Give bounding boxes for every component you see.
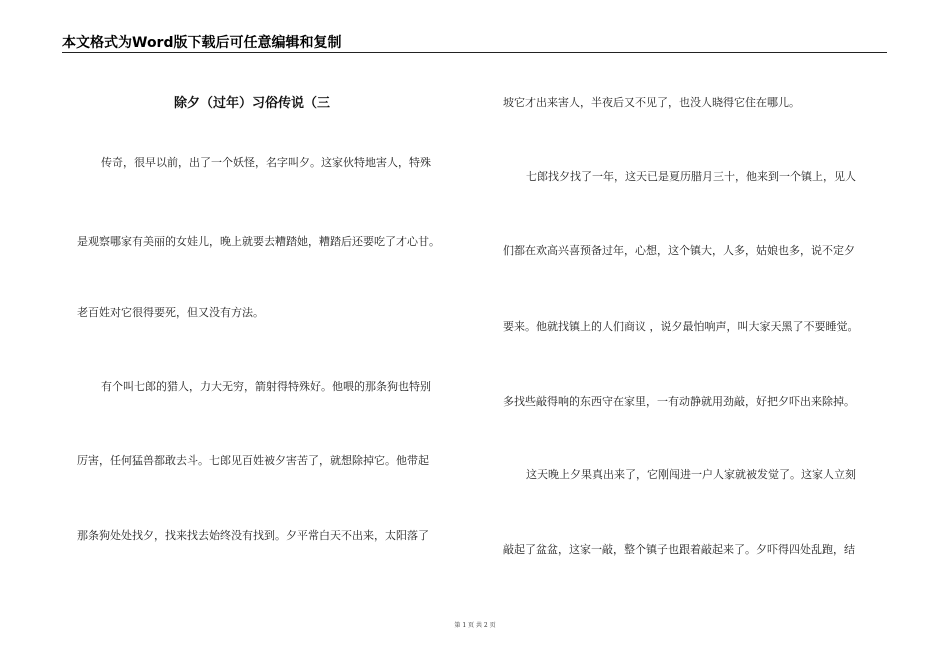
body-line: 七郎找夕找了一年，这天已是夏历腊月三十，他来到一个镇上，见人 [526,170,856,183]
page-header [62,30,887,53]
body-line: 那条狗处处找夕，找来找去始终没有找到。夕平常白天不出来，太阳落了 [77,529,429,542]
body-line: 们都在欢高兴喜预备过年，心想，这个镇大，人多，姑娘也多，说不定夕 [503,244,855,257]
page-number: 第 1 页 共 2 页 [454,622,496,629]
body-line: 老百姓对它很得要死，但又没有方法。 [77,306,264,319]
body-line: 多找些敲得响的东西守在家里，一有动静就用劲敲，好把夕吓出来除掉。 [503,395,855,408]
body-line: 厉害，任何猛兽都敢去斗。七郎见百姓被夕害苦了，就想除掉它。他带起 [77,454,429,467]
body-line: 传奇，很早以前，出了一个妖怪，名字叫夕。这家伙特地害人，特殊 [101,156,431,169]
body-line: 有个叫七郎的猎人，力大无穷，箭射得特殊好。他喂的那条狗也特别 [101,380,431,393]
body-line: 敲起了盆盆，这家一敲，整个镇子也跟着敲起来了。夕吓得四处乱跑，结 [503,543,855,556]
body-line: 这天晚上夕果真出来了，它刚闯进一户人家就被发觉了。这家人立刻 [526,468,856,481]
body-line: 要来。他就找镇上的人们商议 ，说夕最怕响声，叫大家天黑了不要睡觉。 [503,320,859,333]
body-line: 坡它才出来害人，半夜后又不见了，也没人晓得它住在哪儿。 [503,96,800,109]
body-line: 是观察哪家有美丽的女娃儿，晚上就要去糟踏她，糟踏后还要吃了才心甘。 [77,235,440,248]
document-title: 除夕（过年）习俗传说（三 [174,96,331,111]
header-text: 本文格式为Word版下载后可任意编辑和复制 [62,35,342,51]
